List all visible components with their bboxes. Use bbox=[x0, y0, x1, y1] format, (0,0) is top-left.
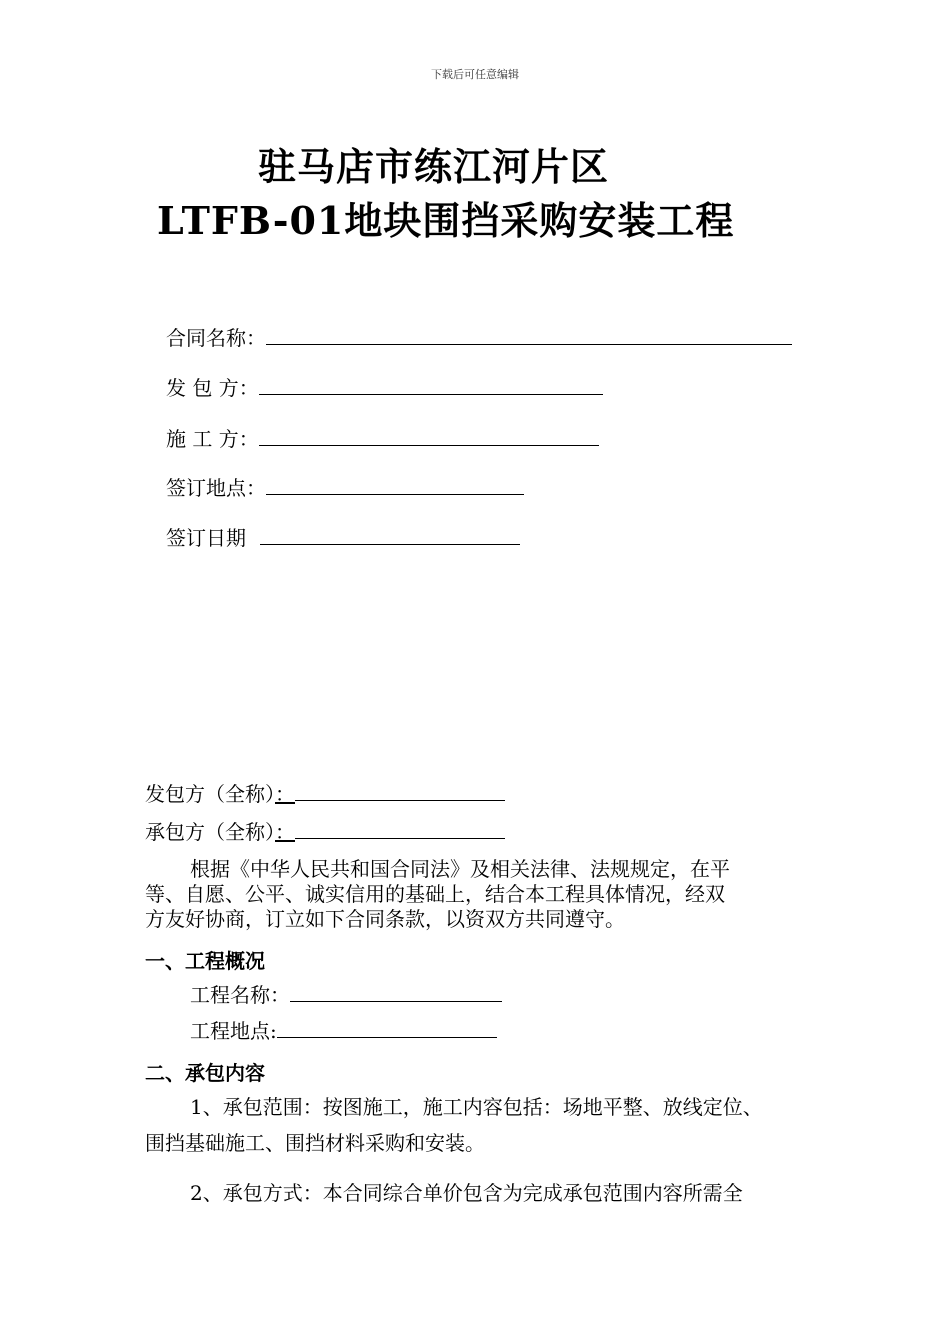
project-location-label: 工程地点: bbox=[190, 1019, 277, 1043]
method-line-1: 2、承包方式：本合同综合单价包含为完成承包范围内容所需全 bbox=[190, 1181, 743, 1205]
field-label: 签订日期 bbox=[166, 526, 246, 550]
contractor-field bbox=[166, 423, 599, 452]
signing-date-field bbox=[166, 522, 520, 551]
blank-line bbox=[295, 837, 505, 839]
blank-line bbox=[259, 444, 599, 446]
colon: ： bbox=[275, 820, 295, 844]
title-line-1: 驻马店市练江河片区 bbox=[258, 144, 610, 189]
party-a-line bbox=[145, 782, 505, 807]
blank-line bbox=[266, 493, 524, 495]
section-2-heading: 二、承包内容 bbox=[145, 1061, 265, 1085]
intro-line-3: 方友好协商，订立如下合同条款，以资双方共同遵守。 bbox=[145, 907, 625, 931]
blank-line bbox=[259, 393, 603, 395]
intro-line-1: 根据《中华人民共和国合同法》及相关法律、法规规定，在平 bbox=[190, 857, 730, 881]
title-line-2: LTFB-01地块围挡采购安装工程 bbox=[157, 198, 735, 243]
blank-line bbox=[295, 799, 505, 801]
employer-field bbox=[166, 372, 603, 401]
scope-line-2: 围挡基础施工、围挡材料采购和安装。 bbox=[145, 1131, 485, 1155]
section-1-heading: 一、工程概况 bbox=[145, 949, 265, 973]
intro-line-2: 等、自愿、公平、诚实信用的基础上，结合本工程具体情况，经双 bbox=[145, 882, 725, 906]
project-name-label: 工程名称： bbox=[190, 983, 290, 1007]
field-label: 签订地点： bbox=[166, 476, 266, 500]
blank-line bbox=[266, 343, 792, 345]
header-note: 下载后可任意编辑 bbox=[431, 68, 519, 81]
field-label: 发 包 方： bbox=[166, 376, 259, 400]
colon: ： bbox=[275, 782, 295, 806]
field-label: 施 工 方： bbox=[166, 427, 259, 451]
field-label: 合同名称： bbox=[166, 326, 266, 350]
contract-name-field bbox=[166, 322, 792, 351]
blank-line bbox=[277, 1036, 497, 1038]
scope-line-1: 1、承包范围：按图施工，施工内容包括：场地平整、放线定位、 bbox=[190, 1095, 763, 1119]
party-b-label: 承包方（全称） bbox=[145, 820, 275, 844]
party-b-line bbox=[145, 820, 505, 845]
blank-line bbox=[260, 543, 520, 545]
project-location-line bbox=[190, 1019, 497, 1044]
project-name-line bbox=[190, 983, 502, 1008]
party-a-label: 发包方（全称） bbox=[145, 782, 275, 806]
blank-line bbox=[290, 1000, 502, 1002]
signing-place-field bbox=[166, 472, 524, 501]
